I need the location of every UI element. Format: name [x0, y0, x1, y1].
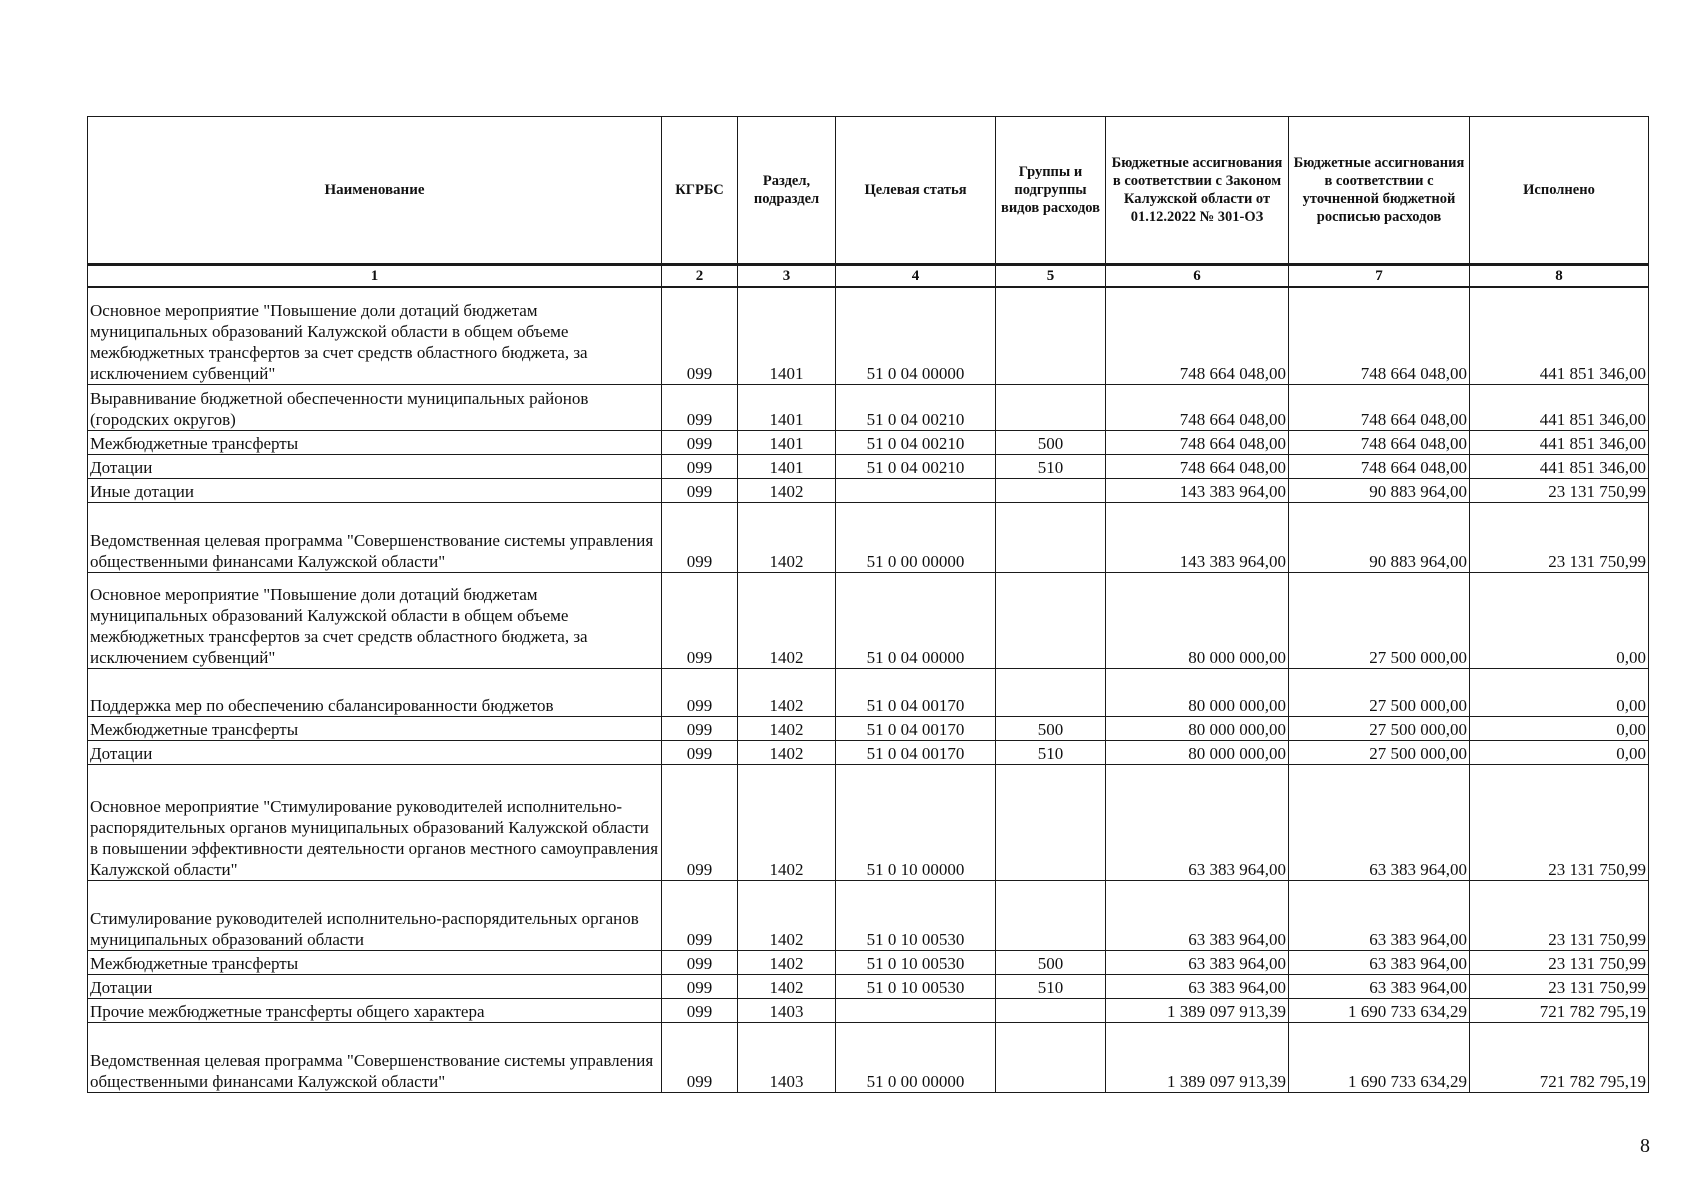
row-refined: 63 383 964,00	[1289, 764, 1470, 880]
row-name: Дотации	[88, 974, 662, 998]
header-refined-allocations: Бюджетные ассигнования в соответствии с уточненной бюджетной росписью расходов	[1289, 117, 1470, 265]
row-refined: 27 500 000,00	[1289, 740, 1470, 764]
row-target: 51 0 10 00000	[836, 764, 996, 880]
table-row	[88, 572, 1649, 668]
row-name: Ведомственная целевая программа "Совершенствование системы управления общественными финансами Калужской области"	[88, 502, 662, 572]
row-law: 143 383 964,00	[1106, 478, 1289, 502]
row-executed: 441 851 346,00	[1470, 454, 1649, 478]
table-row	[88, 880, 1649, 950]
row-group	[996, 478, 1106, 502]
column-number: 6	[1106, 265, 1289, 288]
row-group: 510	[996, 974, 1106, 998]
row-law: 63 383 964,00	[1106, 974, 1289, 998]
row-section: 1401	[738, 454, 836, 478]
column-number-row	[88, 265, 1649, 288]
row-law: 748 664 048,00	[1106, 430, 1289, 454]
row-target: 51 0 04 00170	[836, 716, 996, 740]
row-target: 51 0 04 00000	[836, 287, 996, 384]
column-number: 2	[662, 265, 738, 288]
row-section: 1402	[738, 716, 836, 740]
row-group	[996, 668, 1106, 716]
row-kgrbs: 099	[662, 880, 738, 950]
row-refined: 748 664 048,00	[1289, 384, 1470, 430]
row-group: 510	[996, 740, 1106, 764]
row-refined: 27 500 000,00	[1289, 668, 1470, 716]
row-refined: 63 383 964,00	[1289, 950, 1470, 974]
row-section: 1402	[738, 880, 836, 950]
row-target: 51 0 04 00210	[836, 430, 996, 454]
row-executed: 0,00	[1470, 668, 1649, 716]
row-executed: 23 131 750,99	[1470, 974, 1649, 998]
header-executed: Исполнено	[1470, 117, 1649, 265]
row-group: 500	[996, 950, 1106, 974]
row-executed: 23 131 750,99	[1470, 950, 1649, 974]
row-name: Межбюджетные трансферты	[88, 950, 662, 974]
row-refined: 748 664 048,00	[1289, 430, 1470, 454]
column-number: 5	[996, 265, 1106, 288]
row-target: 51 0 00 00000	[836, 502, 996, 572]
row-kgrbs: 099	[662, 668, 738, 716]
row-section: 1402	[738, 478, 836, 502]
row-law: 80 000 000,00	[1106, 740, 1289, 764]
row-target: 51 0 10 00530	[836, 880, 996, 950]
row-law: 63 383 964,00	[1106, 880, 1289, 950]
row-group	[996, 998, 1106, 1022]
row-name: Межбюджетные трансферты	[88, 430, 662, 454]
table-row	[88, 478, 1649, 502]
column-number: 1	[88, 265, 662, 288]
row-executed: 23 131 750,99	[1470, 880, 1649, 950]
row-kgrbs: 099	[662, 502, 738, 572]
header-groups: Группы и подгруппы видов расходов	[996, 117, 1106, 265]
table-row	[88, 950, 1649, 974]
row-name: Иные дотации	[88, 478, 662, 502]
row-refined: 90 883 964,00	[1289, 478, 1470, 502]
row-name: Выравнивание бюджетной обеспеченности муниципальных районов (городских округов)	[88, 384, 662, 430]
table-row	[88, 502, 1649, 572]
table-row	[88, 430, 1649, 454]
row-section: 1402	[738, 764, 836, 880]
row-law: 80 000 000,00	[1106, 572, 1289, 668]
row-refined: 90 883 964,00	[1289, 502, 1470, 572]
row-kgrbs: 099	[662, 478, 738, 502]
row-target: 51 0 04 00210	[836, 384, 996, 430]
row-law: 748 664 048,00	[1106, 287, 1289, 384]
row-refined: 27 500 000,00	[1289, 716, 1470, 740]
row-executed: 23 131 750,99	[1470, 478, 1649, 502]
table-row	[88, 974, 1649, 998]
row-kgrbs: 099	[662, 384, 738, 430]
row-law: 748 664 048,00	[1106, 384, 1289, 430]
row-law: 1 389 097 913,39	[1106, 998, 1289, 1022]
row-group: 500	[996, 430, 1106, 454]
row-section: 1402	[738, 502, 836, 572]
row-section: 1402	[738, 974, 836, 998]
row-name: Основное мероприятие "Повышение доли дотаций бюджетам муниципальных образований Калужской области в общем объеме межбюджетных трансфертов за счет средств областного бюджета, за исключением субвенций"	[88, 572, 662, 668]
page-number: 8	[1640, 1135, 1650, 1157]
row-executed: 441 851 346,00	[1470, 430, 1649, 454]
header-section: Раздел, подраздел	[738, 117, 836, 265]
row-refined: 748 664 048,00	[1289, 287, 1470, 384]
row-name: Основное мероприятие "Стимулирование руководителей исполнительно-распорядительных органов муниципальных образований Калужской области в повышении эффективности деятельности органов местного самоуправления Калужской области"	[88, 764, 662, 880]
table-row	[88, 668, 1649, 716]
row-section: 1402	[738, 572, 836, 668]
row-name: Межбюджетные трансферты	[88, 716, 662, 740]
row-refined: 1 690 733 634,29	[1289, 998, 1470, 1022]
table-row	[88, 998, 1649, 1022]
row-target	[836, 478, 996, 502]
table-row	[88, 1022, 1649, 1092]
row-group	[996, 384, 1106, 430]
row-group	[996, 1022, 1106, 1092]
row-kgrbs: 099	[662, 430, 738, 454]
row-target: 51 0 04 00170	[836, 740, 996, 764]
row-target: 51 0 00 00000	[836, 1022, 996, 1092]
row-executed: 441 851 346,00	[1470, 287, 1649, 384]
header-target: Целевая статья	[836, 117, 996, 265]
row-target: 51 0 04 00170	[836, 668, 996, 716]
row-name: Дотации	[88, 740, 662, 764]
row-section: 1402	[738, 740, 836, 764]
row-executed: 721 782 795,19	[1470, 998, 1649, 1022]
row-section: 1402	[738, 950, 836, 974]
row-target: 51 0 10 00530	[836, 974, 996, 998]
row-kgrbs: 099	[662, 1022, 738, 1092]
row-kgrbs: 099	[662, 764, 738, 880]
row-kgrbs: 099	[662, 950, 738, 974]
column-number: 3	[738, 265, 836, 288]
row-kgrbs: 099	[662, 572, 738, 668]
row-target	[836, 998, 996, 1022]
table-row	[88, 384, 1649, 430]
table-row	[88, 716, 1649, 740]
row-law: 1 389 097 913,39	[1106, 1022, 1289, 1092]
row-kgrbs: 099	[662, 287, 738, 384]
row-section: 1401	[738, 384, 836, 430]
row-group: 500	[996, 716, 1106, 740]
row-name: Стимулирование руководителей исполнительно-распорядительных органов муниципальных образований области	[88, 880, 662, 950]
header-kgrbs: КГРБС	[662, 117, 738, 265]
row-group	[996, 880, 1106, 950]
row-refined: 1 690 733 634,29	[1289, 1022, 1470, 1092]
row-executed: 23 131 750,99	[1470, 764, 1649, 880]
row-section: 1402	[738, 668, 836, 716]
row-target: 51 0 10 00530	[836, 950, 996, 974]
budget-table	[87, 116, 1649, 1093]
row-name: Ведомственная целевая программа "Совершенствование системы управления общественными финансами Калужской области"	[88, 1022, 662, 1092]
row-law: 143 383 964,00	[1106, 502, 1289, 572]
row-name: Основное мероприятие "Повышение доли дотаций бюджетам муниципальных образований Калужской области в общем объеме межбюджетных трансфертов за счет средств областного бюджета, за исключением субвенций"	[88, 287, 662, 384]
row-executed: 721 782 795,19	[1470, 1022, 1649, 1092]
row-target: 51 0 04 00000	[836, 572, 996, 668]
row-kgrbs: 099	[662, 454, 738, 478]
row-kgrbs: 099	[662, 998, 738, 1022]
header-name: Наименование	[88, 117, 662, 265]
row-law: 63 383 964,00	[1106, 764, 1289, 880]
row-law: 63 383 964,00	[1106, 950, 1289, 974]
table-row	[88, 454, 1649, 478]
row-section: 1401	[738, 430, 836, 454]
row-law: 80 000 000,00	[1106, 668, 1289, 716]
row-name: Прочие межбюджетные трансферты общего характера	[88, 998, 662, 1022]
row-refined: 63 383 964,00	[1289, 974, 1470, 998]
row-name: Поддержка мер по обеспечению сбалансированности бюджетов	[88, 668, 662, 716]
table-row	[88, 764, 1649, 880]
row-refined: 748 664 048,00	[1289, 454, 1470, 478]
row-executed: 0,00	[1470, 572, 1649, 668]
row-section: 1401	[738, 287, 836, 384]
row-group: 510	[996, 454, 1106, 478]
row-kgrbs: 099	[662, 716, 738, 740]
row-kgrbs: 099	[662, 974, 738, 998]
row-executed: 0,00	[1470, 740, 1649, 764]
row-refined: 27 500 000,00	[1289, 572, 1470, 668]
row-target: 51 0 04 00210	[836, 454, 996, 478]
row-name: Дотации	[88, 454, 662, 478]
table-row	[88, 740, 1649, 764]
row-executed: 441 851 346,00	[1470, 384, 1649, 430]
header-law-allocations: Бюджетные ассигнования в соответствии с Законом Калужской области от 01.12.2022 № 301-ОЗ	[1106, 117, 1289, 265]
row-kgrbs: 099	[662, 740, 738, 764]
row-group	[996, 502, 1106, 572]
row-executed: 23 131 750,99	[1470, 502, 1649, 572]
column-number: 4	[836, 265, 996, 288]
row-executed: 0,00	[1470, 716, 1649, 740]
row-refined: 63 383 964,00	[1289, 880, 1470, 950]
row-section: 1403	[738, 998, 836, 1022]
row-law: 80 000 000,00	[1106, 716, 1289, 740]
row-group	[996, 572, 1106, 668]
column-number: 8	[1470, 265, 1649, 288]
column-number: 7	[1289, 265, 1470, 288]
row-law: 748 664 048,00	[1106, 454, 1289, 478]
row-group	[996, 764, 1106, 880]
header-row	[88, 117, 1649, 265]
row-section: 1403	[738, 1022, 836, 1092]
table-row	[88, 287, 1649, 384]
row-group	[996, 287, 1106, 384]
